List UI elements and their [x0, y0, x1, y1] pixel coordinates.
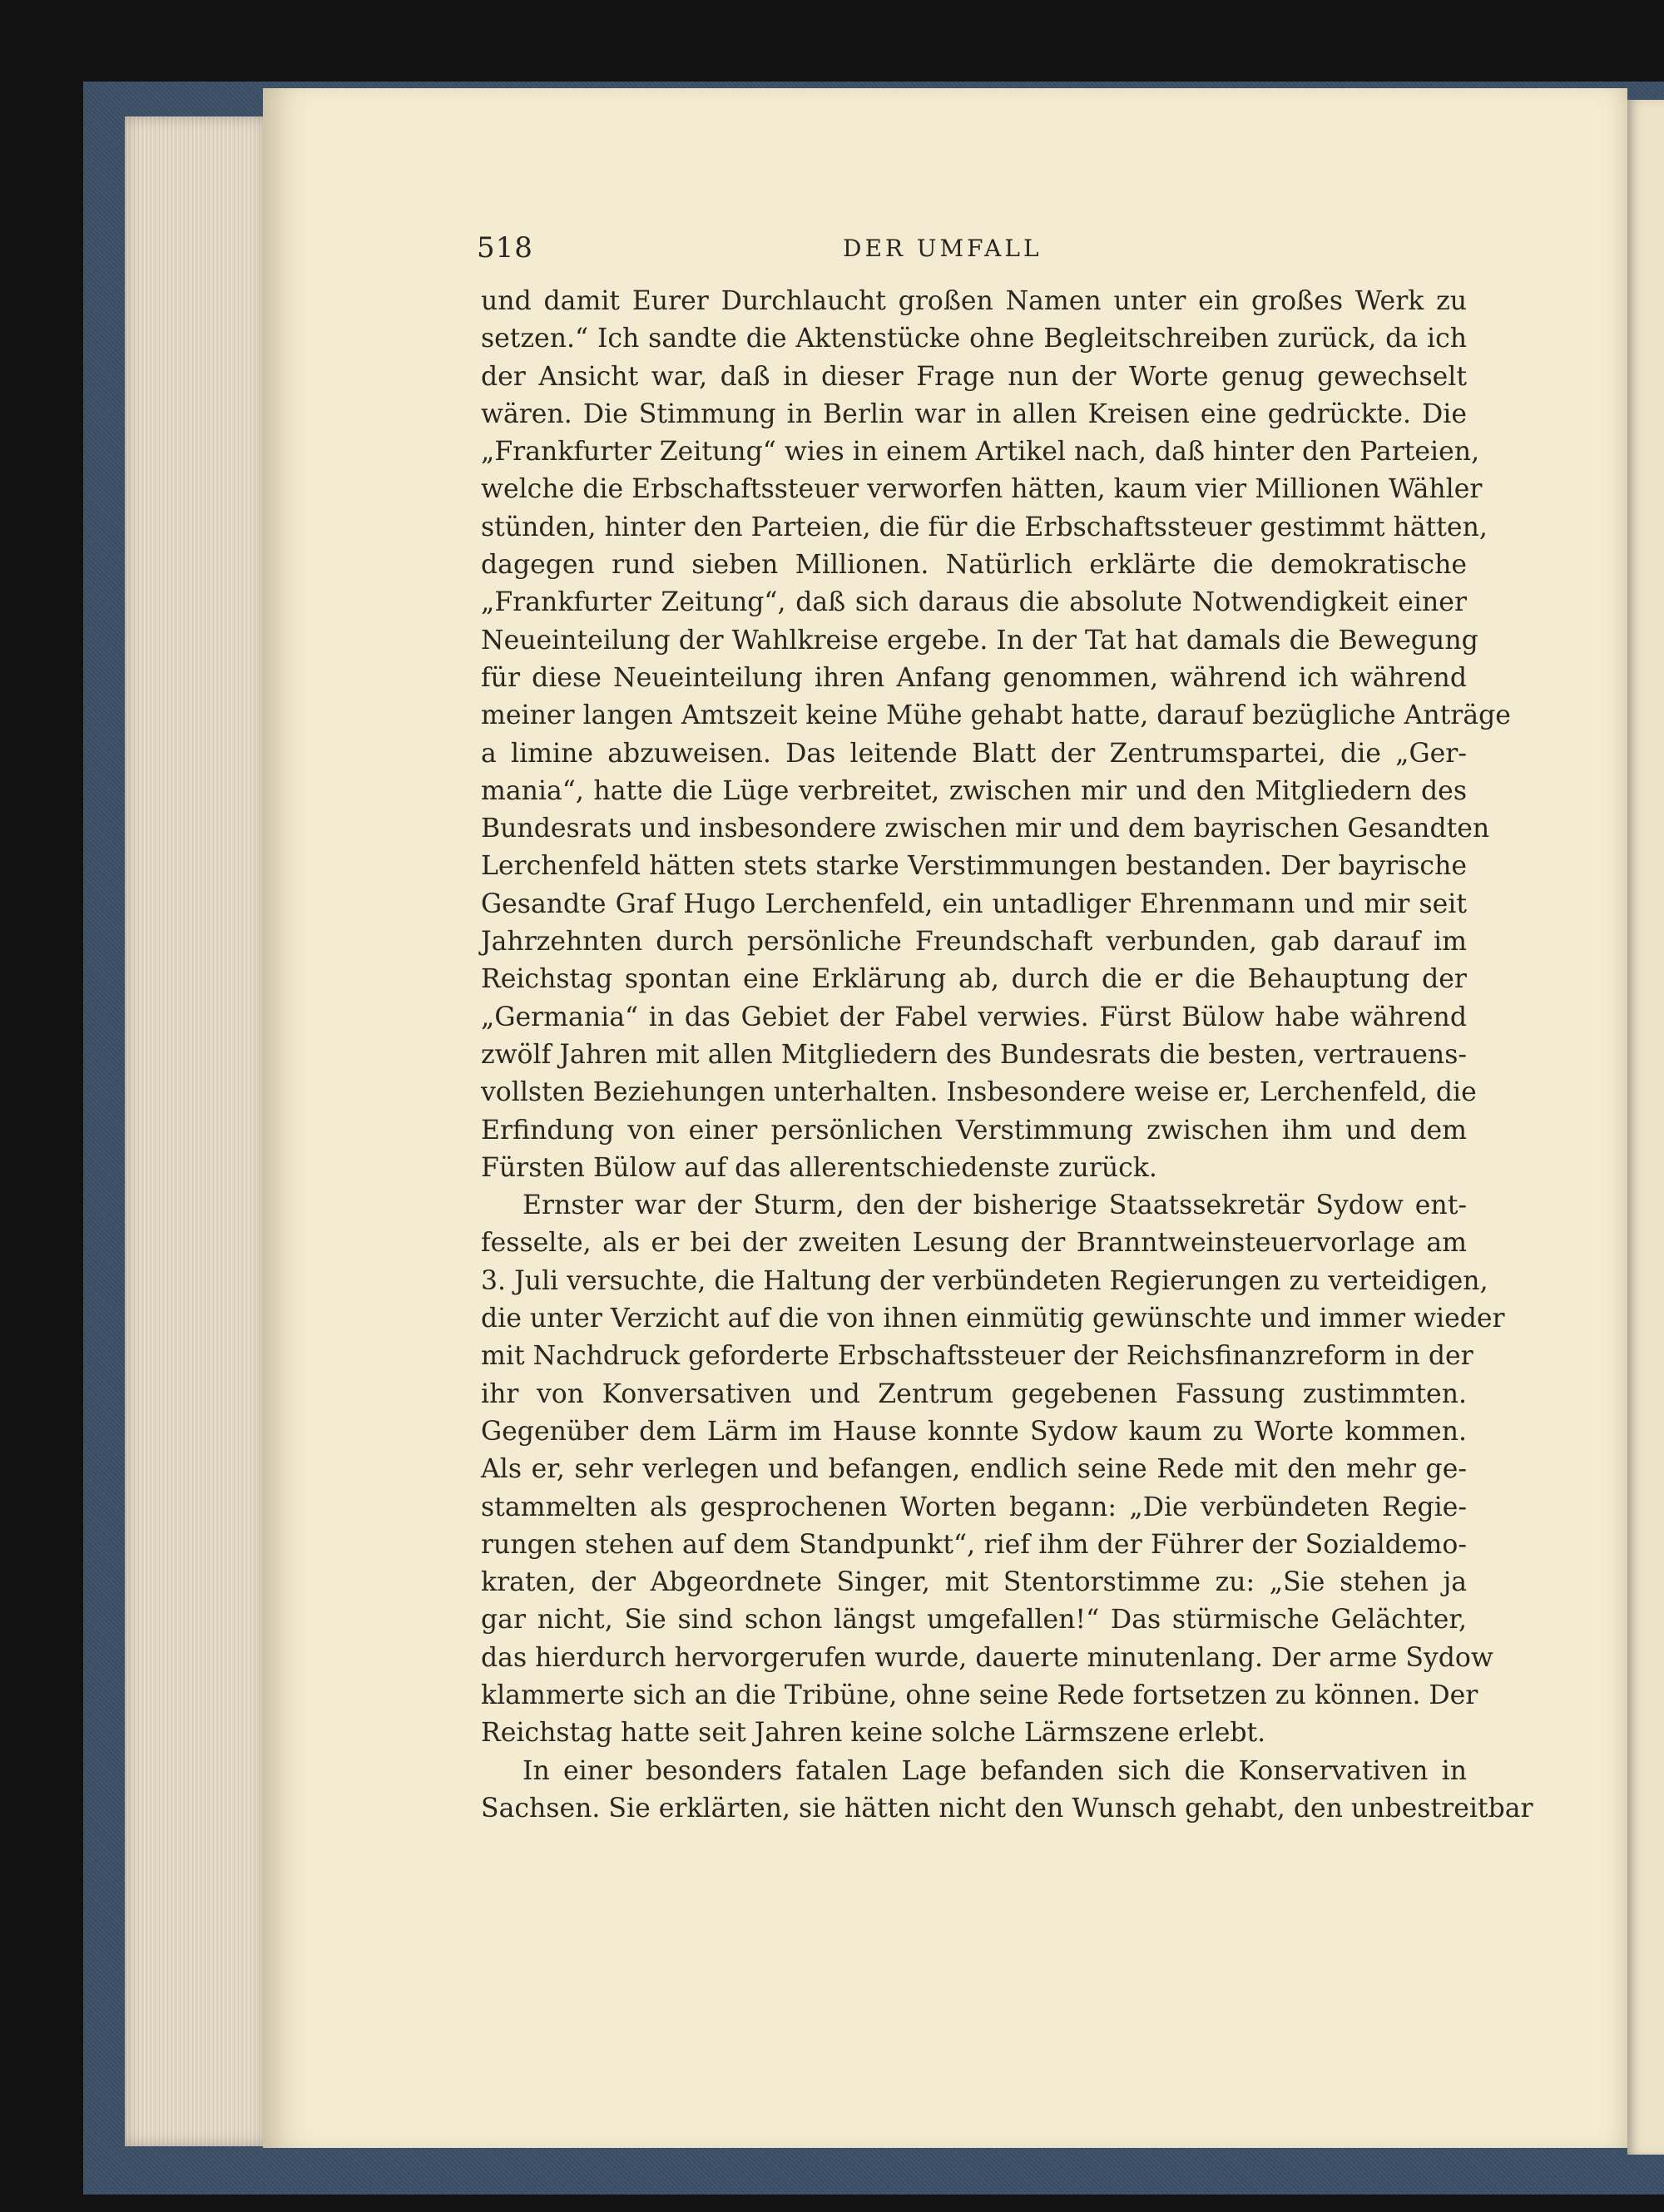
text-line: Neueinteilung der Wahlkreise ergebe. In der Tat hat damals die Bewegung — [481, 625, 1478, 656]
text-line: der Ansicht war, daß in dieser Frage nun der Worte genug gewechselt — [481, 361, 1467, 392]
page-edges — [125, 116, 266, 2146]
text-line: Gegenüber dem Lärm im Hause konnte Sydow kaum zu Worte kommen. — [481, 1416, 1467, 1447]
text-line: Lerchenfeld hätten stets starke Verstimmungen bestanden. Der bayrische — [481, 851, 1467, 882]
text-line: Als er, sehr verlegen und befangen, endlich seine Rede mit den mehr ge- — [481, 1454, 1467, 1485]
text-line: Erfindung von einer persönlichen Verstimmung zwischen ihm und dem — [481, 1115, 1467, 1146]
text-line: stammelten als gesprochenen Worten begann: „Die verbündeten Regie- — [481, 1492, 1467, 1522]
text-line: a limine abzuweisen. Das leitende Blatt der Zentrumspartei, die „Ger- — [481, 738, 1467, 769]
text-line: mania“, hatte die Lüge verbreitet, zwischen mir und den Mitgliedern des — [481, 775, 1467, 806]
text-line: Bundesrats und insbesondere zwischen mir und dem bayrischen Gesandten — [481, 814, 1490, 844]
text-line: welche die Erbschaftssteuer verworfen hätten, kaum vier Millionen Wähler — [481, 474, 1483, 505]
text-line: meiner langen Amtszeit keine Mühe gehabt hatte, darauf bezügliche Anträge — [481, 700, 1511, 731]
text-line: das hierdurch hervorgerufen wurde, dauerte minutenlang. Der arme Sydow — [481, 1642, 1493, 1673]
text-line: stünden, hinter den Parteien, die für die Erbschaftssteuer gestimmt hätten, — [481, 512, 1488, 542]
text-line: wären. Die Stimmung in Berlin war in allen Kreisen eine gedrückte. Die — [481, 398, 1467, 429]
text-line: Jahrzehnten durch persönliche Freundschaft verbunden, gab darauf im — [481, 927, 1467, 958]
text-line: Gesandte Graf Hugo Lerchenfeld, ein untadliger Ehrenmann und mir seit — [481, 888, 1467, 919]
text-line: „Frankfurter Zeitung“, daß sich daraus die absolute Notwendigkeit einer — [481, 587, 1467, 618]
page-number: 518 — [477, 231, 533, 265]
text-line: Reichstag spontan eine Erklärung ab, durch die er die Behauptung der — [481, 964, 1467, 995]
text-line: „Frankfurter Zeitung“ wies in einem Artikel nach, daß hinter den Parteien, — [481, 437, 1480, 468]
text-line: kraten, der Abgeordnete Singer, mit Stentorstimme zu: „Sie stehen ja — [481, 1567, 1467, 1598]
text-line: Fürsten Bülow auf das allerentschiedenste zurück. — [481, 1152, 1157, 1183]
text-line: klammerte sich an die Tribüne, ohne seine Rede fortsetzen zu können. Der — [481, 1680, 1478, 1710]
text-line: zwölf Jahren mit allen Mitgliedern des Bundesrats die besten, vertrauens- — [481, 1039, 1467, 1070]
text-line: Ernster war der Sturm, den der bisherige Staatssekretär Sydow ent- — [522, 1190, 1467, 1221]
text-line: vollsten Beziehungen unterhalten. Insbesondere weise er, Lerchenfeld, die — [481, 1077, 1477, 1108]
adjacent-page-edge — [1627, 100, 1664, 2155]
text-line: Reichstag hatte seit Jahren keine solche Lärmszene erlebt. — [481, 1718, 1266, 1749]
text-line: dagegen rund sieben Millionen. Natürlich erklärte die demokratische — [481, 550, 1467, 581]
text-line: ihr von Konversativen und Zentrum gegebenen Fassung zustimmten. — [481, 1378, 1467, 1409]
text-line: die unter Verzicht auf die von ihnen einmütig gewünschte und immer wieder — [481, 1304, 1505, 1334]
body-text — [481, 283, 1533, 1828]
text-line: rungen stehen auf dem Standpunkt“, rief ihm der Führer der Sozialdemo- — [481, 1529, 1467, 1560]
text-line: 3. Juli versuchte, die Haltung der verbündeten Regierungen zu verteidigen, — [481, 1265, 1488, 1296]
text-line: „Germania“ in das Gebiet der Fabel verwies. Fürst Bülow habe während — [481, 1002, 1467, 1032]
text-line: In einer besonders fatalen Lage befanden sich die Konservativen in — [522, 1755, 1467, 1786]
text-line: für diese Neueinteilung ihren Anfang genommen, während ich während — [481, 662, 1467, 693]
text-line: gar nicht, Sie sind schon längst umgefallen!“ Das stürmische Gelächter, — [481, 1605, 1467, 1635]
text-line: und damit Eurer Durchlaucht großen Namen unter ein großes Werk zu — [481, 286, 1467, 316]
text-line: mit Nachdruck geforderte Erbschaftssteuer der Reichsfinanzreform in der — [481, 1341, 1473, 1372]
text-line: setzen.“ Ich sandte die Aktenstücke ohne Begleitschreiben zurück, da ich — [481, 324, 1467, 354]
running-head: DER UMFALL — [843, 235, 1042, 262]
text-line: fesselte, als er bei der zweiten Lesung der Branntweinsteuervorlage am — [481, 1228, 1467, 1259]
page-header — [477, 231, 1467, 273]
text-line: Sachsen. Sie erklärten, sie hätten nicht den Wunsch gehabt, den unbestreitbar — [481, 1793, 1533, 1824]
